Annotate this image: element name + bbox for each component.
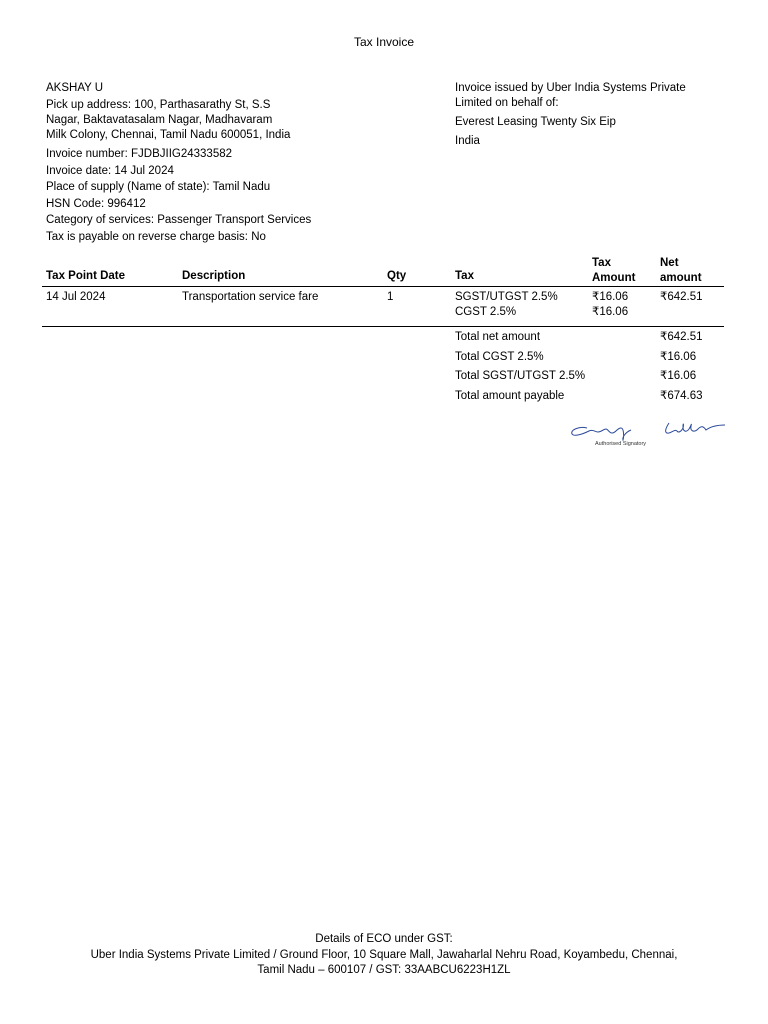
pickup-address-line: Nagar, Baktavatasalam Nagar, Madhavaram	[46, 113, 273, 126]
header-description: Description	[182, 270, 246, 282]
bill-to-block	[46, 81, 336, 145]
total-net-label: Total net amount	[455, 331, 541, 343]
invoice-date: Invoice date: 14 Jul 2024	[46, 164, 174, 177]
signature-block	[565, 415, 735, 455]
row-tax-amount: ₹16.06	[592, 291, 629, 303]
total-cgst-value: ₹16.06	[660, 351, 697, 363]
total-sgst-value: ₹16.06	[660, 370, 697, 382]
row-tax-amount: ₹16.06	[592, 305, 629, 318]
footer-line: Uber India Systems Private Limited / Ground Floor, 10 Square Mall, Jawaharlal Nehru Road, Koyambedu, Chennai,	[90, 948, 678, 961]
header-tax-amount-line: Tax	[592, 257, 611, 269]
signature-stroke	[666, 423, 725, 433]
total-payable-value: ₹674.63	[660, 390, 703, 402]
row-rule	[42, 326, 724, 327]
supplier-country: India	[455, 134, 480, 147]
signature-stroke	[572, 427, 631, 440]
row-net-amount: ₹642.51	[660, 291, 703, 303]
header-tax-point-date: Tax Point Date	[46, 270, 126, 282]
footer-line: Details of ECO under GST:	[315, 933, 453, 945]
pickup-address	[46, 98, 336, 143]
row-tax-amounts	[592, 290, 628, 320]
footer-line: Tamil Nadu – 600107 / GST: 33AABCU6223H1ZL	[257, 964, 511, 977]
row-qty: 1	[387, 291, 394, 303]
header-net-amount-line: Net	[660, 257, 679, 269]
header-net-amount-line: amount	[660, 271, 702, 284]
signature-image	[565, 415, 735, 445]
row-tax-types	[455, 290, 558, 320]
header-qty: Qty	[387, 270, 407, 282]
service-category: Category of services: Passenger Transport Services	[46, 214, 312, 227]
signature-caption: Authorised Signatory	[595, 441, 647, 447]
total-net-value: ₹642.51	[660, 331, 703, 343]
total-sgst-label: Total SGST/UTGST 2.5%	[455, 370, 586, 382]
place-of-supply: Place of supply (Name of state): Tamil Nadu	[46, 181, 271, 194]
pickup-address-line: Milk Colony, Chennai, Tamil Nadu 600051, India	[46, 128, 291, 141]
reverse-charge: Tax is payable on reverse charge basis: No	[46, 230, 266, 243]
issuer-line: Limited on behalf of:	[455, 96, 559, 109]
footer	[0, 932, 768, 979]
header-tax-amount	[592, 256, 635, 286]
row-date: 14 Jul 2024	[46, 291, 106, 303]
issuer-block	[455, 81, 725, 151]
pickup-address-line: Pick up address: 100, Parthasarathy St, S.S	[46, 98, 271, 111]
header-tax-amount-line: Amount	[592, 271, 636, 284]
header-net-amount	[660, 256, 702, 286]
header-rule	[42, 286, 724, 287]
issuer-line: Invoice issued by Uber India Systems Private	[455, 82, 686, 94]
total-cgst-label: Total CGST 2.5%	[455, 351, 544, 363]
document-title: Tax Invoice	[353, 35, 415, 49]
supplier-name: Everest Leasing Twenty Six Eip	[455, 115, 616, 128]
total-payable-label: Total amount payable	[455, 390, 565, 402]
header-tax: Tax	[455, 270, 474, 282]
invoice-meta	[46, 147, 311, 246]
row-description: Transportation service fare	[182, 291, 319, 303]
row-tax-type: CGST 2.5%	[455, 305, 517, 318]
customer-name: AKSHAY U	[46, 82, 104, 94]
invoice-number: Invoice number: FJDBJIIG24333582	[46, 148, 233, 160]
row-tax-type: SGST/UTGST 2.5%	[455, 291, 558, 303]
hsn-code: HSN Code: 996412	[46, 197, 146, 210]
